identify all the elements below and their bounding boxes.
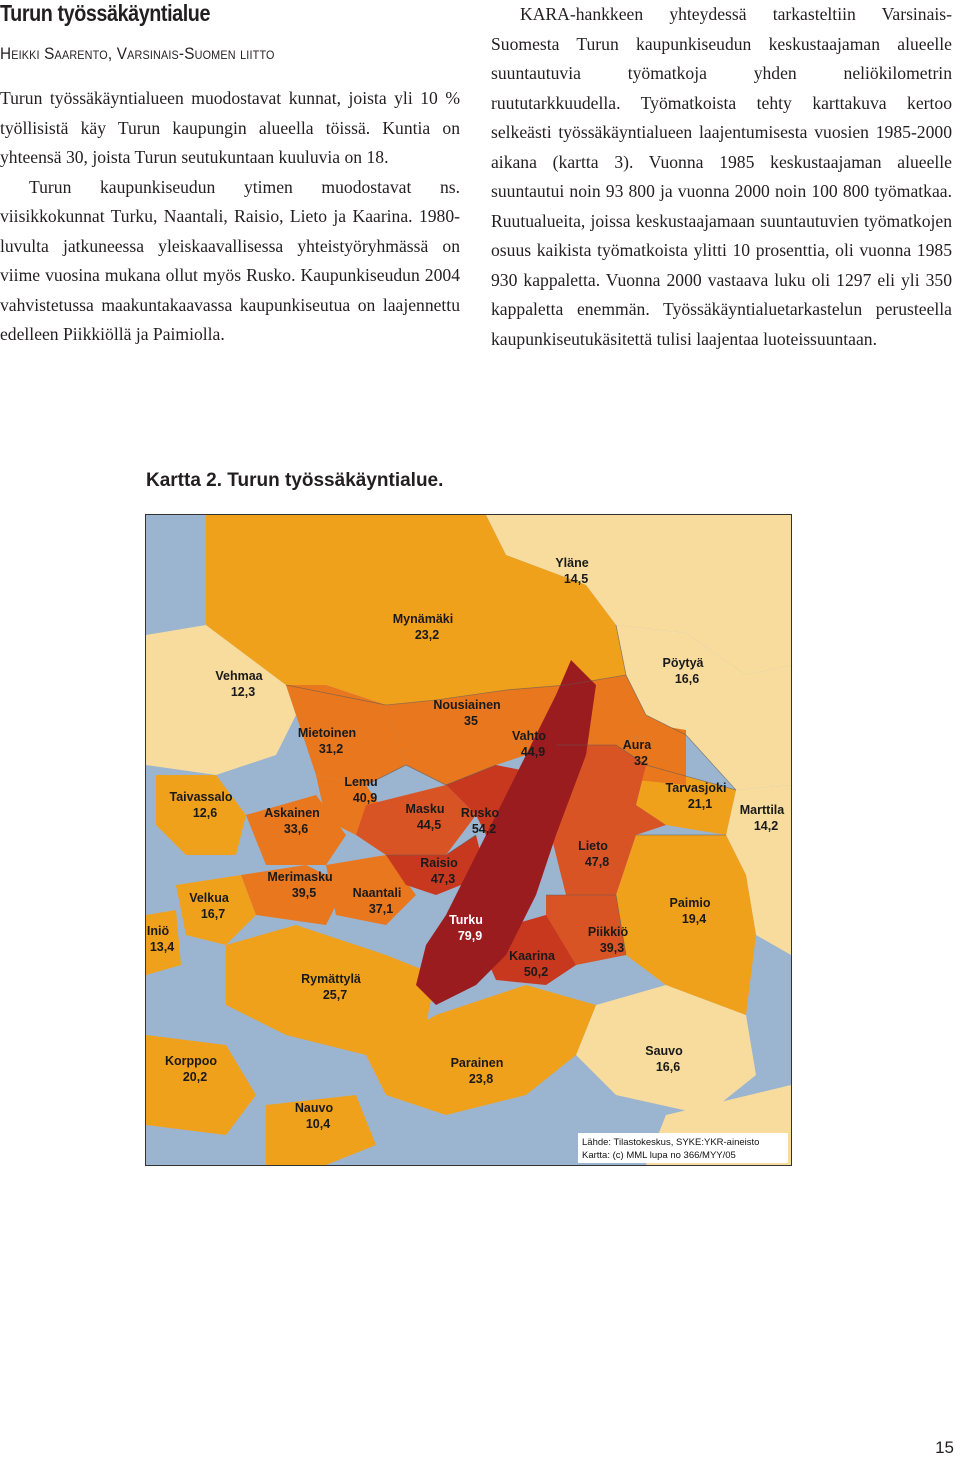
label-ylane-value: 14,5 [563,572,589,586]
label-lemu-name: Lemu [344,775,378,789]
label-korppoo-name: Korppoo [164,1054,218,1068]
label-paimio-name: Paimio [669,896,711,910]
label-marttila-name: Marttila [739,803,785,817]
label-lieto-value: 47,8 [584,855,610,869]
label-marttila-value: 14,2 [753,819,779,833]
label-sauvo-value: 16,6 [655,1060,681,1074]
label-poytya-name: Pöytyä [662,656,704,670]
label-naantali-name: Naantali [352,886,402,900]
label-parainen-name: Parainen [450,1056,504,1070]
paragraph: Turun kaupunkiseudun ytimen muodostavat ns. viisikkokunnat Turku, Naantali, Raisio, Lieto ja Kaarina. 1980-luvulta jatkuneessa yleiskaavallisessa yhteistyöryhmässä on viime vuosina mukana ollut myös Rusko. Kaupunkiseudun 2004 vahvistetussa maakuntakaavassa kaupunkiseutua on laajennettu edelleen Piikkiöllä ja Paimiolla. [0,176,460,344]
label-aura-name: Aura [622,738,652,752]
label-nauvo-value: 10,4 [305,1117,331,1131]
label-vehmaa-value: 12,3 [230,685,256,699]
label-mietoinen-name: Mietoinen [297,726,357,740]
source-line-2: Kartta: (c) MML lupa no 366/MYY/05 [582,1150,736,1161]
label-kaarina-name: Kaarina [509,949,555,963]
label-aura-value: 32 [634,754,648,768]
map-figure [145,514,792,1166]
label-mynamaki-name: Mynämäki [392,612,454,626]
paragraph: Turun työssäkäyntialueen muodostavat kunnat, joista yli 10 % työllisistä käy Turun kaupungin alueella töissä. Kuntia on yhteensä 30, joista Turun seutukuntaan kuuluvia on 18. [0,88,460,167]
label-vahto-value: 44,9 [520,745,546,759]
label-vehmaa-name: Vehmaa [215,669,263,683]
label-nauvo-name: Nauvo [294,1101,334,1115]
label-rymattyla-name: Rymättylä [301,972,361,986]
label-turku-value: 79,9 [457,929,483,943]
label-paimio-value: 19,4 [681,912,707,926]
label-vahto-name: Vahto [511,729,547,743]
label-piikkio-name: Piikkiö [587,925,629,939]
label-rymattyla-value: 25,7 [322,988,348,1002]
label-mynamaki-value: 23,2 [414,628,440,642]
label-tarvasjoki-value: 21,1 [687,797,713,811]
label-sauvo-name: Sauvo [645,1044,683,1058]
label-lemu-value: 40,9 [352,791,378,805]
label-nousiainen-value: 35 [464,714,478,728]
commuting-map [146,515,791,1165]
right-column [491,0,952,354]
label-korppoo-value: 20,2 [182,1070,208,1084]
label-ylane-name: Yläne [555,556,589,570]
label-raisio-name: Raisio [420,856,458,870]
label-velkua-value: 16,7 [200,907,226,921]
label-parainen-value: 23,8 [468,1072,494,1086]
label-askainen-name: Askainen [264,806,320,820]
article-title: Turun työssäkäyntialue [0,0,211,26]
left-column [0,84,460,350]
label-inio-value: 13,4 [149,940,175,954]
label-kaarina-value: 50,2 [523,965,549,979]
label-turku-name: Turku [449,913,483,927]
map-caption: Kartta 2. Turun työssäkäyntialue. [146,470,444,491]
label-mietoinen-value: 31,2 [318,742,344,756]
label-piikkio-value: 39,3 [599,941,625,955]
label-inio-name: Iniö [146,924,170,938]
label-lieto-name: Lieto [578,839,608,853]
label-poytya-value: 16,6 [674,672,700,686]
article-author: Heikki Saarento, Varsinais-Suomen liitto [0,44,275,63]
label-naantali-value: 37,1 [368,902,394,916]
label-masku-value: 44,5 [416,818,442,832]
label-rusko-name: Rusko [460,806,500,820]
label-askainen-value: 33,6 [283,822,309,836]
paragraph: KARA-hankkeen yhteydessä tarkasteltiin Varsinais-Suomesta Turun kaupunkiseudun keskustaajaman alueelle suuntautuvia työmatkoja yhden neliökilometrin ruututarkkuudella. Työmatkoista tehty karttakuva kertoo selkeästi työssäkäyntialueen laajentumisesta vuosien 1985-2000 aikana (kartta 3). Vuonna 1985 keskustaajaman alueelle suuntautui noin 93 800 ja vuonna 2000 noin 100 800 työmatkaa. Ruutualueita, joissa keskustaajamaan suuntautuvien työmatkojen osuus kaikista työmatkoista ylitti 10 prosenttia, oli vuonna 1985 930 kappaletta. Vuonna 2000 vastaava luku oli 1297 eli yli 350 kappaletta enemmän. Työssäkäyntialuetarkastelun perusteella kaupunkiseutukäsitettä tulisi laajentaa luoteissuuntaan. [491,4,952,349]
label-nousiainen-name: Nousiainen [433,698,501,712]
label-merimasku-value: 39,5 [291,886,317,900]
source-line-1: Lähde: Tilastokeskus, SYKE:YKR-aineisto [582,1137,760,1148]
label-tarvasjoki-name: Tarvasjoki [665,781,727,795]
label-taivassalo-name: Taivassalo [169,790,233,804]
label-masku-name: Masku [405,802,445,816]
label-velkua-name: Velkua [189,891,229,905]
label-merimasku-name: Merimasku [267,870,333,884]
label-raisio-value: 47,3 [430,872,456,886]
label-rusko-value: 54,2 [471,822,497,836]
label-taivassalo-value: 12,6 [192,806,218,820]
page-number: 15 [935,1438,954,1457]
